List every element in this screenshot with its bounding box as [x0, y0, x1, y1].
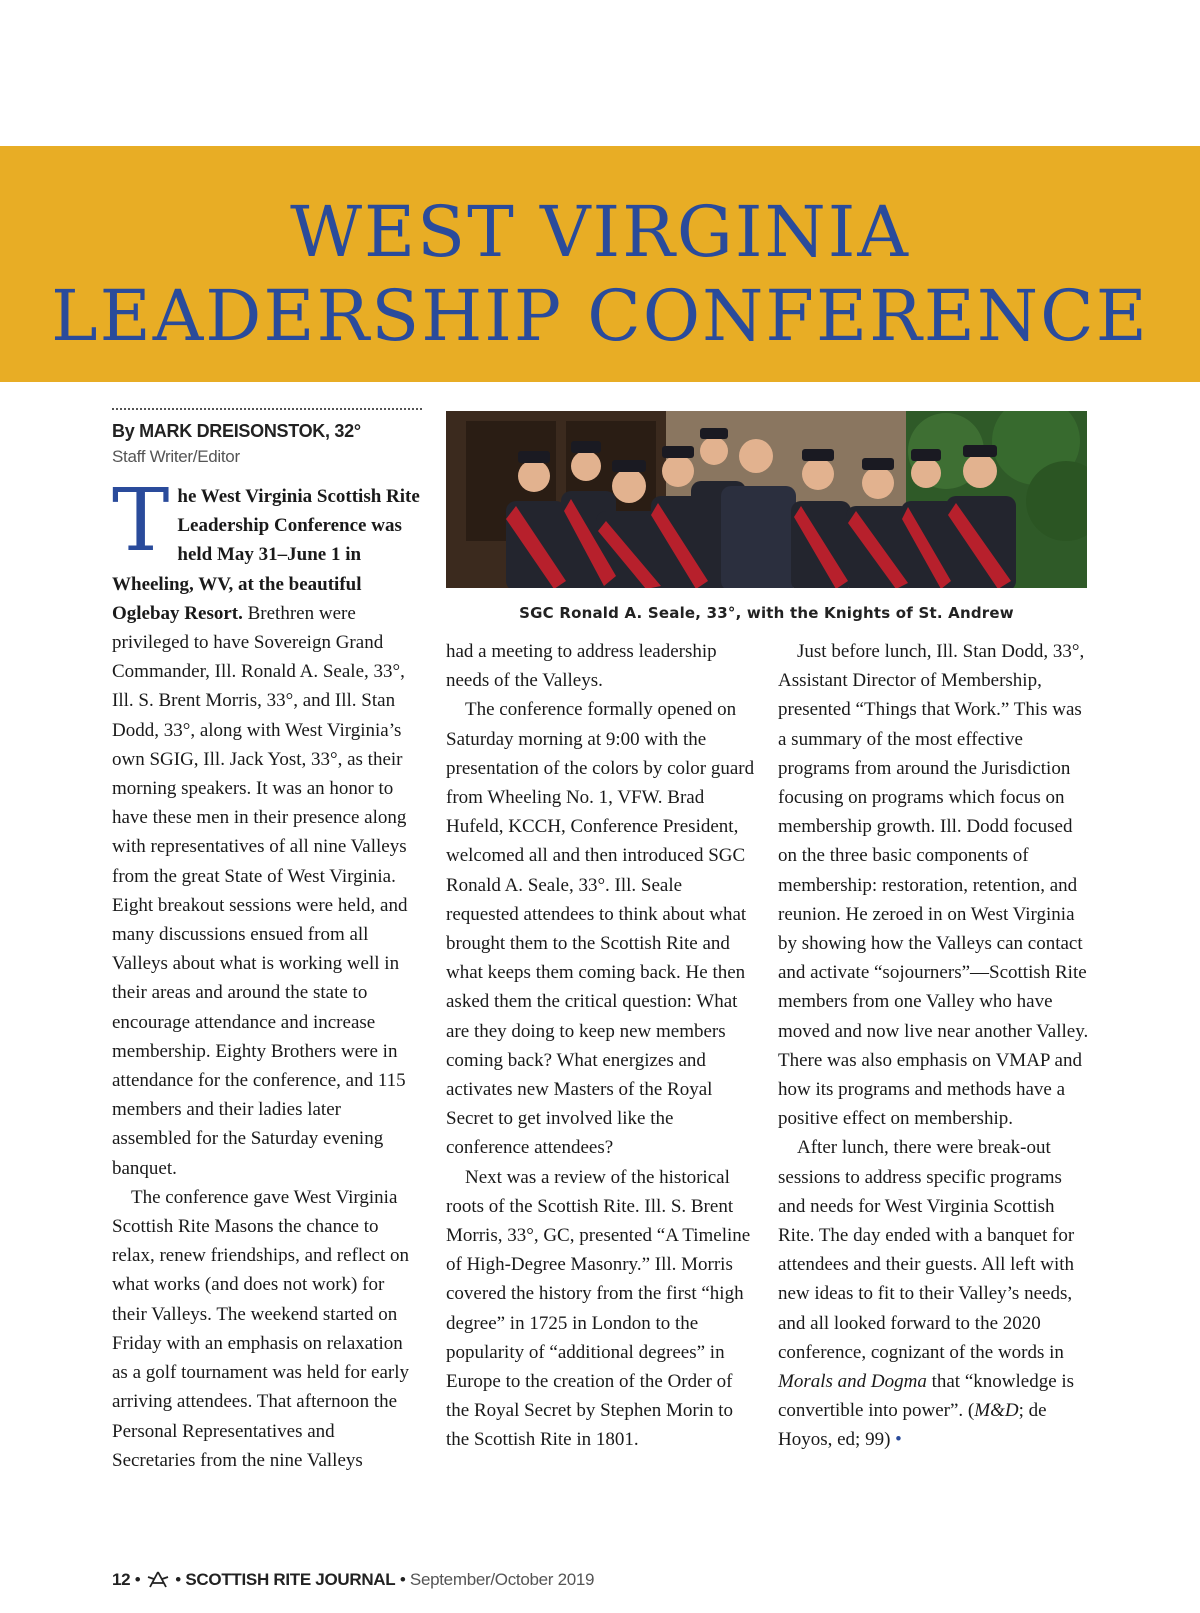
end-mark: • [895, 1429, 902, 1451]
issue-date: September/October 2019 [409, 1570, 595, 1589]
footer-separator: • [399, 1570, 406, 1589]
page-footer [112, 1570, 594, 1594]
lead-text: Brethren were privileged to have Sovereign Grand Commander, Ill. Ronald A. Seale, 33°, Ill. S. Brent Morris, 33°, and Ill. Stan Dodd, 33°, along with West Virginia’s own SGIG, Ill. Jack Yost, 33°, as their morning speakers. It was an honor to have these men in their presence along with representatives of all nine Valleys from the great State of West Virginia. Eight breakout sessions were held, and many discussions ensued from all Valleys about what is working well in their areas and around the state to encourage attendance and increase membership. Eighty Brothers were in attendance for the conference, and 115 members and their ladies later assembled for the Saturday evening banquet. [112, 602, 408, 1179]
article-column-3 [778, 637, 1090, 1455]
byline-author: By MARK DREISONSTOK, 32° [112, 421, 361, 441]
lead-paragraph [112, 471, 422, 1183]
paragraph-3: The conference formally opened on Saturday morning at 9:00 with the presentation of the colors by color guard from Wheeling No. 1, VFW. Brad Hufeld, KCCH, Conference President, welcomed all and then introduced SGC Ronald A. Seale, 33°. Ill. Seale requested attendees to think about what brought them to the Scottish Rite and what keeps them coming back. He then asked them the critical question: What are they doing to keep new members coming back? What energizes and activates new Masters of the Royal Secret to get involved like the conference attendees? [446, 699, 755, 1159]
article-column-2 [446, 637, 756, 1455]
byline-role: Staff Writer/Editor [112, 447, 240, 466]
book-title: Morals and Dogma [778, 1371, 927, 1393]
title-line-1: WEST VIRGINIA [290, 191, 910, 273]
lead-bold-text: he West Virginia Scottish Rite Leadership Conference was held May 31–June 1 in Wheeling, WV, at the beautiful Oglebay Resort. [112, 486, 420, 624]
paragraph-2: The conference gave West Virginia Scottish Rite Masons the chance to relax, renew friendships, and reflect on what works (and does not work) for their Valleys. The weekend started on Friday with an emphasis on relaxation as a golf tournament was held for early arriving attendees. That afternoon the Personal Representatives and Secretaries from the nine Valleys [112, 1186, 410, 1471]
title-line-2: LEADERSHIP CONFERENCE [51, 275, 1149, 357]
people-group [506, 428, 1016, 588]
photo-caption: SGC Ronald A. Seale, 33°, with the Knights of St. Andrew [519, 604, 1014, 622]
paragraph-6-text-c: ; de Hoyos, ed; 99) [778, 1400, 1047, 1451]
paragraph-6-text-a: After lunch, there were break-out sessions to address specific programs and needs for West Virginia Scottish Rite. The day ended with a banquet for attendees and their guests. All left with new ideas to fit to their Valley’s needs, and all looked forward to the 2020 conference, cognizant of the words in [778, 1137, 1075, 1363]
group-photo-illustration [446, 411, 1087, 588]
journal-name: SCOTTISH RITE JOURNAL [185, 1570, 396, 1589]
byline-divider [112, 408, 422, 410]
drop-cap: T [112, 471, 170, 571]
citation-abbrev: M&D [974, 1400, 1019, 1422]
group-photo [446, 411, 1087, 588]
paragraph-2-continued: had a meeting to address leadership needs of the Valleys. [446, 641, 717, 692]
footer-separator: • [175, 1570, 181, 1589]
page-title [0, 190, 1200, 358]
title-banner [0, 146, 1200, 382]
paragraph-5: Just before lunch, Ill. Stan Dodd, 33°, Assistant Director of Membership, presented “Things that Work.” This was a summary of the most effective programs from around the Jurisdiction focusing on programs which focus on membership growth. Ill. Dodd focused on the three basic components of membership: restoration, retention, and reunion. He zeroed in on West Virginia by showing how the Valleys can contact and activate “sojourners”—Scottish Rite members from one Valley who have moved and now live near another Valley. There was also emphasis on VMAP and how its programs and methods have a positive effect on membership. [778, 641, 1089, 1130]
page-number: 12 [112, 1570, 131, 1589]
article-column-1 [112, 408, 422, 1475]
paragraph-6-text-b: that “knowledge is convertible into power”. ( [778, 1371, 1075, 1422]
paragraph-6 [778, 1133, 1090, 1454]
footer-separator: • [134, 1570, 141, 1589]
double-headed-eagle-icon [147, 1571, 169, 1594]
paragraph-4: Next was a review of the historical roots of the Scottish Rite. Ill. S. Brent Morris, 33°, GC, presented “A Timeline of High-Degree Masonry.” Ill. Morris covered the history from the first “high degree” in 1725 in London to the popularity of “additional degrees” in Europe to the creation of the Order of the Royal Secret by Stephen Morin to the Scottish Rite in 1801. [446, 1166, 751, 1451]
